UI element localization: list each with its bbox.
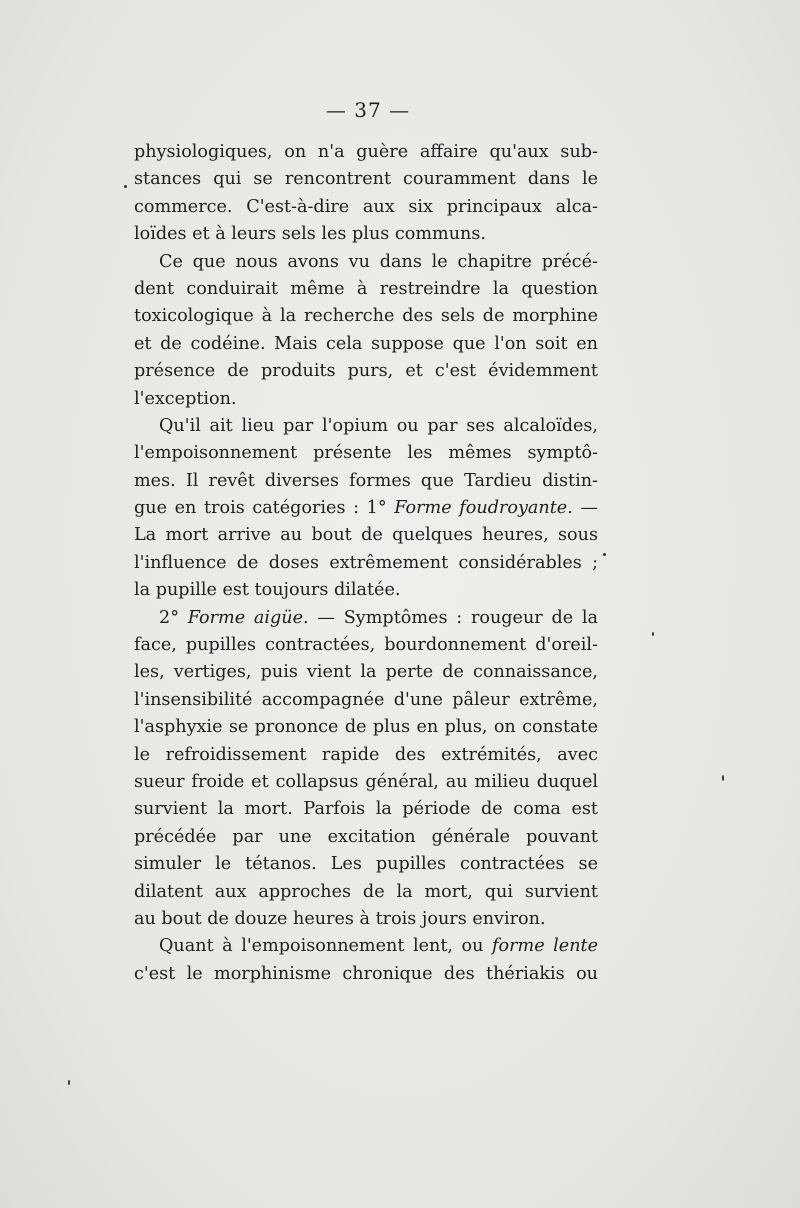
text-line: l'influence de doses extrêmement considérables ; (134, 552, 598, 573)
scan-speck (68, 1080, 70, 1085)
text-line: survient la mort. Parfois la période de coma est (134, 799, 598, 820)
text-line: dent conduirait même à restreindre la question (134, 278, 598, 299)
text-segment: gue en trois catégories : 1° (134, 498, 387, 519)
scan-speck (652, 632, 654, 636)
text-segment: 2° (159, 607, 179, 628)
text-line: dilatent aux approches de la mort, qui survient (134, 881, 598, 902)
text-line: le refroidissement rapide des extrémités, avec (134, 744, 598, 765)
text-line: l'insensibilité accompagnée d'une pâleur extrême, (134, 689, 598, 710)
paragraph-start: Qu'il ait lieu par l'opium ou par ses alcaloïdes, (159, 415, 598, 436)
text-line: précédée par une excitation générale pouvant (134, 826, 598, 847)
text-line: au bout de douze heures à trois jours environ. (134, 908, 546, 929)
text-line: toxicologique à la recherche des sels de morphine (134, 306, 598, 327)
page-number: — 37 — (325, 98, 411, 122)
text-line: stances qui se rencontrent couramment dans le (134, 169, 598, 190)
text-line: l'empoisonnement présente les mêmes symptô- (134, 443, 598, 464)
text-line: et de codéine. Mais cela suppose que l'on soit en (134, 333, 598, 354)
scan-speck (722, 775, 724, 781)
italic-term: forme lente (492, 936, 599, 957)
text-line: l'asphyxie se prononce de plus en plus, on constate (134, 717, 598, 738)
body-text (134, 139, 598, 988)
text-line: la pupille est toujours dilatée. (134, 580, 401, 601)
text-line: sueur froide et collapsus général, au milieu duquel (134, 771, 598, 792)
paragraph-start (134, 933, 598, 960)
italic-term: Forme foudroyante. — (394, 498, 599, 519)
text-line: simuler le tétanos. Les pupilles contractées se (134, 854, 598, 875)
text-line: commerce. C'est-à-dire aux six principaux alca- (134, 196, 598, 217)
text-line: physiologiques, on n'a guère affaire qu'aux sub- (134, 142, 598, 162)
paragraph-start: Ce que nous avons vu dans le chapitre précé- (159, 251, 598, 272)
text-line: face, pupilles contractées, bourdonnement d'oreil- (134, 635, 598, 656)
text-line: La mort arrive au bout de quelques heures, sous (134, 525, 598, 546)
scan-speck (124, 185, 127, 188)
text-line (134, 495, 598, 522)
text-line: les, vertiges, puis vient la perte de connaissance, (134, 662, 598, 683)
scan-speck (603, 553, 606, 556)
paragraph-start (134, 605, 598, 632)
text-line: présence de produits purs, et c'est évidemment (134, 361, 598, 382)
text-line: loïdes et à leurs sels les plus communs. (134, 224, 486, 245)
text-segment: Quant à l'empoisonnement lent, ou (159, 936, 484, 957)
text-line: mes. Il revêt diverses formes que Tardieu distin- (134, 470, 598, 491)
text-segment: — Symptômes : rougeur de la (317, 607, 599, 628)
text-line: l'exception. (134, 388, 237, 409)
italic-term: Forme aigüe. (187, 607, 309, 628)
text-line: c'est le morphinisme chronique des thériakis ou (134, 963, 598, 984)
